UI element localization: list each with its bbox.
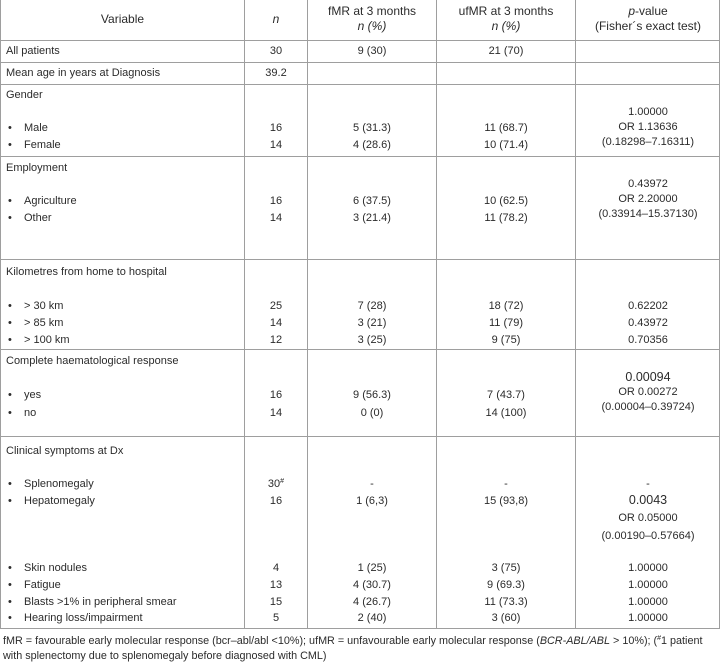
bullet: • [8, 612, 12, 624]
column-divider [244, 0, 245, 629]
all-patients-ufmr: 21 (70) [488, 45, 524, 57]
header-pvalue-test: (Fisher´s exact test) [594, 19, 702, 33]
column-divider [0, 0, 1, 629]
table-header-row [0, 0, 720, 41]
mean-age-label: Mean age in years at Diagnosis [6, 67, 161, 79]
chr-ci: (0.00004–0.39724) [601, 401, 695, 413]
gender-female-label: Female [24, 139, 61, 151]
hearing-loss-label: Hearing loss/impairment [24, 612, 143, 624]
header-n: n [272, 12, 280, 26]
hearing-loss-p: 1.00000 [628, 612, 668, 624]
row-mean-age [0, 63, 720, 85]
hearing-loss-ufmr: 3 (60) [491, 612, 521, 624]
symptoms-label: Clinical symptoms at Dx [6, 445, 124, 457]
gender-female-ufmr: 10 (71.4) [483, 139, 529, 151]
header-ufmr [437, 4, 575, 34]
mean-age-value: 39.2 [265, 67, 287, 79]
blasts-p: 1.00000 [628, 596, 668, 608]
employment-agriculture-n: 16 [269, 195, 283, 207]
chr-label: Complete haematological response [6, 355, 179, 367]
header-ufmr-unit: n (%) [491, 19, 521, 33]
chr-p: 0.00094 [625, 370, 671, 384]
column-divider [575, 0, 576, 629]
hepatomegaly-pvalue [576, 493, 720, 544]
bullet: • [8, 334, 12, 346]
distance-30-n: 25 [269, 300, 283, 312]
employment-agriculture-label: Agriculture [24, 195, 77, 207]
column-divider [436, 0, 437, 629]
splenomegaly-ufmr: - [504, 478, 508, 490]
header-variable: Variable [100, 12, 145, 26]
hepatomegaly-ufmr: 15 (93,8) [483, 495, 529, 507]
employment-agriculture-fmr: 6 (37.5) [353, 195, 391, 207]
skin-nodules-fmr: 1 (25) [357, 562, 387, 574]
gender-male-fmr: 5 (31.3) [353, 122, 391, 134]
skin-nodules-label: Skin nodules [24, 562, 87, 574]
hepatomegaly-p: 0.0043 [628, 493, 668, 507]
gender-female-fmr: 4 (28.6) [353, 139, 391, 151]
bullet: • [8, 596, 12, 608]
distance-30-p: 0.62202 [628, 300, 668, 312]
chr-pvalue [576, 370, 720, 415]
hepatomegaly-label: Hepatomegaly [24, 495, 95, 507]
distance-30-fmr: 7 (28) [357, 300, 387, 312]
employment-other-n: 14 [269, 212, 283, 224]
chr-no-ufmr: 14 (100) [485, 407, 527, 419]
distance-85-ufmr: 11 (79) [488, 317, 524, 329]
gender-ci: (0.18298–7.16311) [601, 136, 695, 148]
table-footnote: fMR = favourable early molecular response (bcr–abl/abl <10%); ufMR = unfavourable early molecular response (BCR-ABL/ABL > 10%); (#1 patient with splenectomy due to splenomegaly before diagnosed with CML) [3, 635, 703, 662]
distance-100-ufmr: 9 (75) [491, 334, 521, 346]
employment-p: 0.43972 [628, 178, 668, 190]
distance-100-n: 12 [269, 334, 283, 346]
employment-ci: (0.33914–15.37130) [598, 208, 698, 220]
bullet: • [8, 562, 12, 574]
distance-label: Kilometres from home to hospital [6, 266, 167, 278]
blasts-ufmr: 11 (73.3) [484, 596, 528, 608]
employment-pvalue [576, 177, 720, 222]
blasts-label: Blasts >1% in peripheral smear [24, 596, 177, 608]
bullet: • [8, 122, 12, 134]
gender-male-label: Male [24, 122, 48, 134]
row-employment [0, 157, 720, 260]
distance-100-p: 0.70356 [628, 334, 668, 346]
gender-male-ufmr: 11 (68.7) [484, 122, 528, 134]
employment-label: Employment [6, 162, 68, 174]
bullet: • [8, 407, 12, 419]
fatigue-fmr: 4 (30.7) [353, 579, 391, 591]
chr-no-fmr: 0 (0) [360, 407, 384, 419]
header-ufmr-title: ufMR at 3 months [458, 4, 554, 18]
bullet: • [8, 317, 12, 329]
distance-100-fmr: 3 (25) [357, 334, 387, 346]
fatigue-n: 13 [269, 579, 283, 591]
gender-label: Gender [6, 89, 43, 101]
bullet: • [8, 478, 12, 490]
bullet: • [8, 389, 12, 401]
header-fmr-unit: n (%) [357, 19, 387, 33]
skin-nodules-ufmr: 3 (75) [491, 562, 521, 574]
row-all-patients [0, 41, 720, 63]
employment-or: OR 2.20000 [618, 193, 678, 205]
chr-or: OR 0.00272 [618, 386, 678, 398]
skin-nodules-n: 4 [272, 562, 280, 574]
row-chr [0, 350, 720, 437]
splenomegaly-fmr: - [370, 478, 374, 490]
header-pvalue [576, 4, 720, 34]
employment-other-ufmr: 11 (78.2) [484, 212, 528, 224]
employment-agriculture-ufmr: 10 (62.5) [483, 195, 529, 207]
gender-or: OR 1.13636 [618, 121, 678, 133]
bullet: • [8, 300, 12, 312]
fatigue-label: Fatigue [24, 579, 61, 591]
chr-yes-fmr: 9 (56.3) [353, 389, 391, 401]
chr-no-n: 14 [269, 407, 283, 419]
bullet: • [8, 579, 12, 591]
hepatomegaly-ci: (0.00190–0.57664) [601, 530, 695, 542]
distance-85-n: 14 [269, 317, 283, 329]
all-patients-n: 30 [269, 45, 283, 57]
all-patients-fmr: 9 (30) [357, 45, 387, 57]
distance-30-label: > 30 km [24, 300, 64, 312]
bullet: • [8, 495, 12, 507]
hepatomegaly-or: OR 0.05000 [618, 512, 678, 524]
hepatomegaly-fmr: 1 (6,3) [356, 495, 388, 507]
gender-female-n: 14 [269, 139, 283, 151]
blasts-n: 15 [269, 596, 283, 608]
chr-yes-ufmr: 7 (43.7) [487, 389, 525, 401]
hepatomegaly-n: 16 [269, 495, 283, 507]
header-pvalue-title: p-value [628, 4, 668, 18]
gender-male-n: 16 [269, 122, 283, 134]
blasts-fmr: 4 (26.7) [353, 596, 391, 608]
row-distance [0, 260, 720, 350]
chr-no-label: no [24, 407, 37, 419]
distance-85-p: 0.43972 [628, 317, 668, 329]
gender-p: 1.00000 [628, 106, 668, 118]
distance-30-ufmr: 18 (72) [488, 300, 524, 312]
fatigue-p: 1.00000 [628, 579, 668, 591]
hearing-loss-n: 5 [272, 612, 280, 624]
bullet: • [8, 195, 12, 207]
chr-yes-label: yes [24, 389, 42, 401]
row-symptoms [0, 437, 720, 629]
splenomegaly-footnote-mark: # [280, 478, 285, 485]
bullet: • [8, 139, 12, 151]
gender-pvalue [576, 105, 720, 150]
header-fmr [308, 4, 436, 34]
employment-other-label: Other [24, 212, 52, 224]
row-gender [0, 85, 720, 157]
distance-85-fmr: 3 (21) [357, 317, 387, 329]
employment-other-fmr: 3 (21.4) [353, 212, 391, 224]
splenomegaly-label: Splenomegaly [24, 478, 94, 490]
chr-yes-n: 16 [269, 389, 283, 401]
hearing-loss-fmr: 2 (40) [357, 612, 387, 624]
all-patients-label: All patients [6, 45, 60, 57]
splenomegaly-n: 30# [267, 478, 285, 490]
column-divider [307, 0, 308, 629]
skin-nodules-p: 1.00000 [628, 562, 668, 574]
distance-85-label: > 85 km [24, 317, 64, 329]
header-fmr-title: fMR at 3 months [327, 4, 417, 18]
distance-100-label: > 100 km [24, 334, 70, 346]
bullet: • [8, 212, 12, 224]
fatigue-ufmr: 9 (69.3) [487, 579, 525, 591]
splenomegaly-p: - [646, 478, 650, 490]
